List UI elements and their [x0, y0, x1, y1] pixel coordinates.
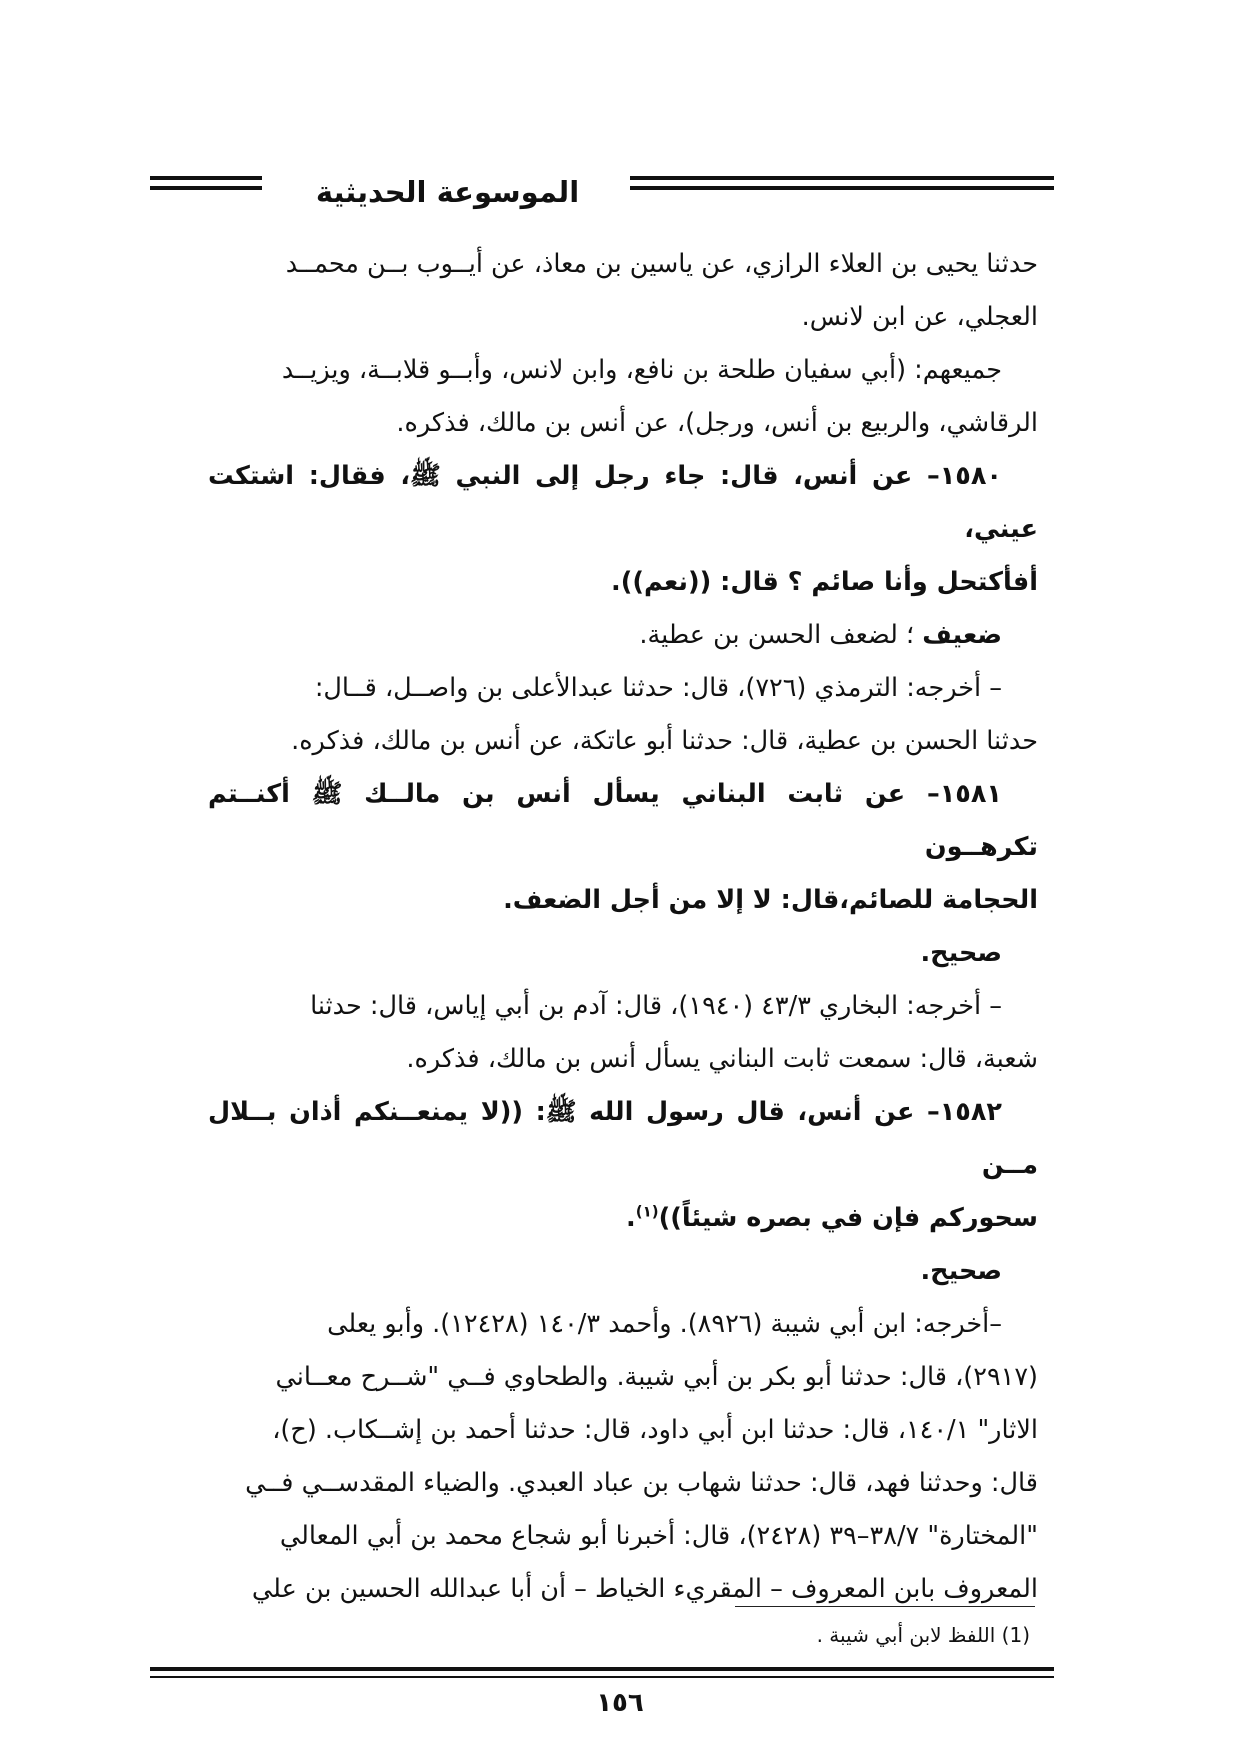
- page-number: ١٥٦: [596, 1688, 644, 1718]
- grade-label: ضعيف: [922, 620, 1002, 650]
- grading-1582: صحيح.: [920, 1256, 1002, 1286]
- hadith-1581-line2: الحجامة للصائم،قال: لا إلا من أجل الضعف.: [503, 885, 1038, 915]
- hadith-1582-end: .: [626, 1203, 636, 1233]
- footnote-reference[interactable]: (١): [635, 1202, 659, 1221]
- hadith-1580-line2: أفأكتحل وأنا صائم ؟ قال: ((نعم)).: [611, 567, 1038, 597]
- grade-reason: ؛ لضعف الحسن بن عطية.: [639, 620, 923, 650]
- text-line: الرقاشي، والربيع بن أنس، ورجل)، عن أنس بن مالك، فذكره.: [396, 408, 1038, 438]
- header-title: الموسوعة الحديثية: [315, 175, 580, 209]
- text-line: (٢٩١٧)، قال: حدثنا أبو بكر بن أبي شيبة. والطحاوي فــي "شــرح معــاني: [275, 1362, 1038, 1392]
- running-header: [150, 168, 1054, 228]
- main-text: [208, 238, 1038, 1604]
- text-line: – أخرجه: الترمذي (٧٢٦)، قال: حدثنا عبدالأعلى بن واصــل، قــال:: [314, 673, 1002, 703]
- header-rule-right-top: [630, 176, 1054, 180]
- hadith-1582-line1: ١٥٨٢– عن أنس، قال رسول الله ﷺ: ((لا يمنعــنكم أذان بــلال مــن: [208, 1097, 1038, 1180]
- hadith-1581-line1: ١٥٨١– عن ثابت البناني يسأل أنس بن مالــك ﷺ أكنــتم تكرهــون: [208, 779, 1038, 862]
- text-line: "المختارة" ٣٨/٧–٣٩ (٢٤٢٨)، قال: أخبرنا أبو شجاع محمد بن أبي المعالي: [279, 1521, 1038, 1551]
- text-line: العجلي، عن ابن لانس.: [801, 302, 1038, 332]
- footer-rule-top: [150, 1667, 1054, 1671]
- header-rule-left-top: [150, 176, 262, 180]
- footer-rule-bottom: [150, 1676, 1054, 1678]
- text-line: حدثنا الحسن بن عطية، قال: حدثنا أبو عاتكة، عن أنس بن مالك، فذكره.: [291, 726, 1038, 756]
- footnote-separator: [735, 1606, 1035, 1607]
- text-line: الاثار" ١٤٠/١، قال: حدثنا ابن أبي داود، قال: حدثنا أحمد بن إشــكاب. (ح)،: [272, 1415, 1038, 1445]
- text-line: المعروف بابن المعروف – المقريء الخياط – أن أبا عبدالله الحسين بن علي: [251, 1574, 1038, 1604]
- text-line: – أخرجه: البخاري ٤٣/٣ (١٩٤٠)، قال: آدم بن أبي إياس، قال: حدثنا: [310, 991, 1002, 1021]
- header-rule-right-bottom: [630, 186, 1054, 190]
- header-rule-left-bottom: [150, 186, 262, 190]
- text-line: جميعهم: (أبي سفيان طلحة بن نافع، وابن لانس، وأبــو قلابــة، ويزيــد: [281, 355, 1002, 385]
- grading-1580: [208, 609, 1038, 662]
- footnote: (1) اللفظ لابن أبي شيبة .: [816, 1623, 1030, 1647]
- hadith-1580-line1: ١٥٨٠– عن أنس، قال: جاء رجل إلى النبي ﷺ، فقال: اشتكت عيني،: [208, 461, 1038, 544]
- text-line: –أخرجه: ابن أبي شيبة (٨٩٢٦). وأحمد ١٤٠/٣ (١٢٤٢٨). وأبو يعلى: [327, 1309, 1002, 1339]
- text-line: شعبة، قال: سمعت ثابت البناني يسأل أنس بن مالك، فذكره.: [406, 1044, 1038, 1074]
- text-line: حدثنا يحيى بن العلاء الرازي، عن ياسين بن معاذ، عن أيــوب بــن محمــد: [285, 249, 1038, 279]
- hadith-1582-line2: [208, 1192, 1038, 1245]
- grading-1581: صحيح.: [920, 938, 1002, 968]
- text-line: قال: وحدثنا فهد، قال: حدثنا شهاب بن عباد العبدي. والضياء المقدســي فــي: [245, 1468, 1038, 1498]
- hadith-1582-text: سحوركم فإن في بصره شيئاً)): [658, 1203, 1038, 1233]
